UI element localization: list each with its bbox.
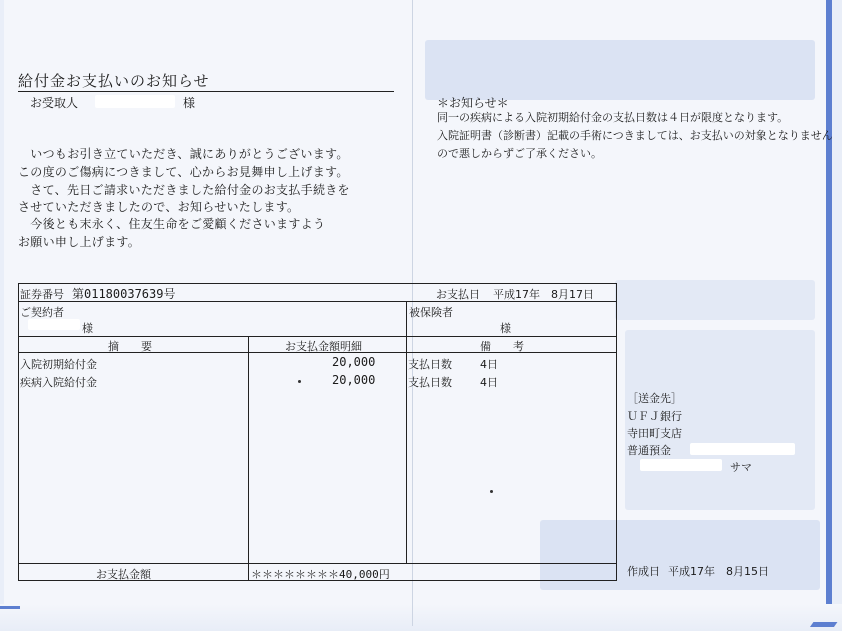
- remittance-branch: 寺田町支店: [627, 427, 682, 440]
- letter-line: させていただきましたので、お知らせいたします。: [18, 200, 300, 214]
- remittance-account-type: 普通預金: [627, 444, 671, 457]
- notice-line: ので悪しからずご了承ください。: [437, 147, 602, 160]
- insured-label: 被保険者: [409, 306, 453, 319]
- remittance-bank: ＵＦＪ銀行: [627, 410, 682, 423]
- contractor-label: ご契約者: [20, 306, 64, 319]
- speck: [490, 490, 493, 493]
- recipient-label: お受取人: [30, 96, 79, 110]
- row-item: 入院初期給付金: [20, 358, 97, 371]
- payment-date-label: お支払日: [436, 288, 480, 301]
- letter-title: 給付金お支払いのお知らせ: [18, 72, 210, 90]
- letter-line: さて、先日ご請求いただきました給付金のお支払手続きを: [18, 183, 350, 197]
- remittance-heading: ［送金先］: [627, 392, 682, 405]
- row-remark-label: 支払日数: [408, 358, 452, 371]
- row-remark-value: 4日: [480, 358, 498, 371]
- notice-heading: ＊お知らせ＊: [437, 96, 509, 110]
- contractor-name-redaction: [28, 319, 80, 330]
- row-amount: 20,000: [332, 355, 376, 369]
- payment-date: 平成17年 8月17日: [493, 288, 594, 301]
- sheet-bottom-edge: [0, 604, 842, 631]
- letter-line: いつもお引き立ていただき、誠にありがとうございます。: [18, 147, 349, 161]
- notice-line: 同一の疾病による入院初期給付金の支払日数は４日が限度となります。: [437, 111, 789, 124]
- show-through-mid: [615, 280, 815, 320]
- column-header-amount: お支払金額明細: [285, 340, 362, 353]
- total-amount: ＊＊＊＊＊＊＊＊40,000円: [251, 568, 390, 581]
- column-header-remarks: 備 考: [480, 340, 524, 353]
- letter-line: 今後とも末永く、住友生命をご愛顧くださいますよう: [18, 217, 326, 231]
- speck: [298, 380, 301, 383]
- row-amount: 20,000: [332, 373, 376, 387]
- remittance-name-suffix: サマ: [730, 461, 752, 474]
- account-number-redaction: [690, 443, 795, 455]
- show-through-top: [425, 40, 815, 100]
- recipient-honorific: 様: [183, 96, 196, 110]
- recipient-name-redaction: [95, 95, 175, 108]
- column-header-item: 摘 要: [108, 340, 152, 353]
- insured-honorific: 様: [500, 322, 511, 335]
- account-holder-redaction: [640, 459, 722, 471]
- created-label: 作成日: [627, 565, 660, 578]
- row-item: 疾病入院給付金: [20, 376, 97, 389]
- created-date: 平成17年 8月15日: [668, 565, 769, 578]
- letter-line: お願い申し上げます。: [18, 235, 141, 249]
- policy-number-label: 証券番号: [20, 288, 64, 301]
- row-remark-label: 支払日数: [408, 376, 452, 389]
- letter-line: この度のご傷病につきまして、心からお見舞申し上げます。: [18, 165, 349, 179]
- policy-number: 第01180037639号: [72, 287, 176, 301]
- contractor-honorific: 様: [82, 322, 93, 335]
- total-label: お支払金額: [96, 568, 151, 581]
- row-remark-value: 4日: [480, 376, 498, 389]
- title-underline: [18, 91, 394, 92]
- notice-line: 入院証明書（診断書）記載の手術につきましては、お支払いの対象となりません: [437, 129, 833, 142]
